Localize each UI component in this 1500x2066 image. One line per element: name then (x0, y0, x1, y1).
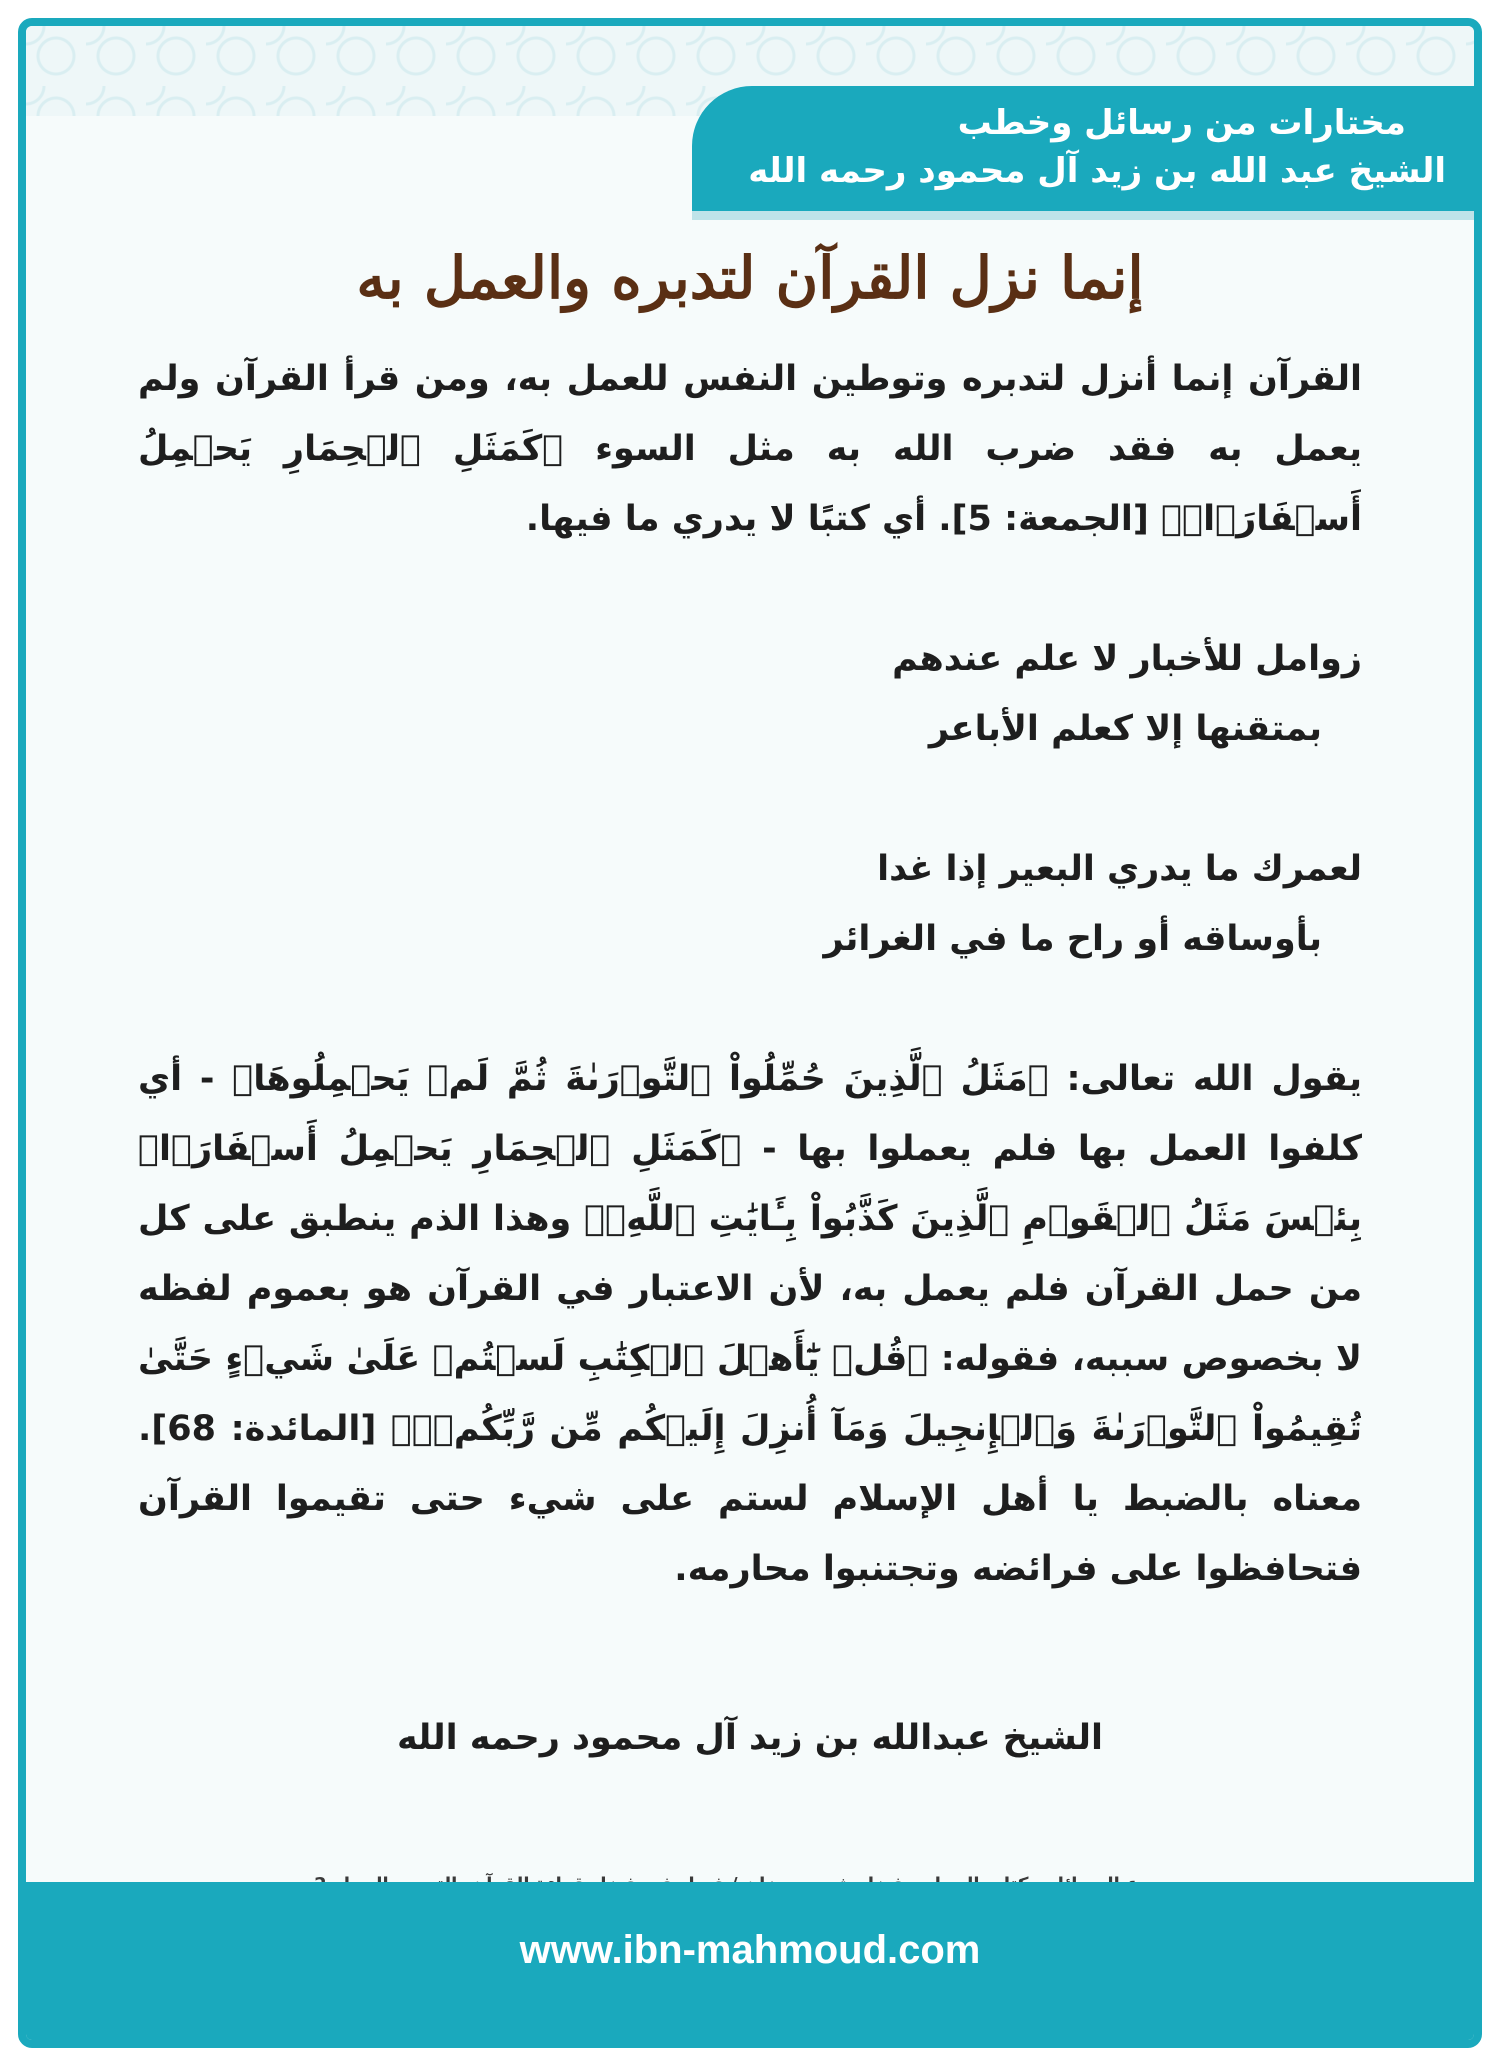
poem-line: لعمرك ما يدري البعير إذا غدا (877, 849, 1362, 889)
header-subtitle: مختارات من رسائل وخطب (957, 103, 1406, 143)
spacer (138, 974, 1362, 1044)
poem-line: بأوساقه أو راح ما في الغرائر (823, 919, 1322, 959)
header-banner (692, 86, 1482, 211)
poem-verse-1 (138, 624, 1362, 764)
paragraph-commentary: يقول الله تعالى: ﴿مَثَلُ ٱلَّذِينَ حُمِّلُواْ ٱلتَّوۡرَىٰةَ ثُمَّ لَمۡ يَحۡمِلُوهَا﴾ - أي كلفوا العمل بها فلم يعملوا بها - ﴿كَمَثَلِ ٱلۡحِمَارِ يَحۡمِلُ أَسۡفَارَۢاۚ بِئۡسَ مَثَلُ ٱلۡقَوۡمِ ٱلَّذِينَ كَذَّبُواْ بِـَٔايَٰتِ ٱللَّهِۚ﴾ وهذا الذم ينطبق على كل من حمل القرآن فلم يعمل به، لأن الاعتبار في القرآن هو بعموم لفظه لا بخصوص سببه، فقوله: ﴿قُلۡ يَٰٓأَهۡلَ ٱلۡكِتَٰبِ لَسۡتُمۡ عَلَىٰ شَيۡءٍ حَتَّىٰ تُقِيمُواْ ٱلتَّوۡرَىٰةَ وَٱلۡإِنجِيلَ وَمَآ أُنزِلَ إِلَيۡكُم مِّن رَّبِّكُمۡۗ﴾ [المائدة: 68]. معناه بالضبط يا أهل الإسلام لستم على شيء حتى تقيموا القرآن فتحافظوا على فرائضه وتجتنبوا محارمه. (138, 1059, 1362, 1589)
spacer (138, 764, 1362, 834)
poem-line: بمتقنها إلا كعلم الأباعر (928, 709, 1322, 749)
signature: الشيخ عبدالله بن زيد آل محمود رحمه الله (396, 1718, 1104, 1758)
footer-bar (26, 1882, 1474, 2040)
page-title: إنما نزل القرآن لتدبره والعمل به (356, 244, 1144, 312)
page-frame (18, 18, 1482, 2048)
spacer (138, 554, 1362, 624)
article-body (138, 344, 1362, 1604)
header-author: الشيخ عبد الله بن زيد آل محمود رحمه الله (748, 151, 1446, 191)
website-link[interactable]: www.ibn-mahmoud.com (519, 1928, 981, 1972)
paragraph-intro: القرآن إنما أنزل لتدبره وتوطين النفس للعمل به، ومن قرأ القرآن ولم يعمل به فقد ضرب الله به مثل السوء ﴿كَمَثَلِ ٱلۡحِمَارِ يَحۡمِلُ أَسۡفَارَۢاۚ﴾ [الجمعة: 5]. أي كتبًا لا يدري ما فيها. (138, 359, 1362, 539)
poem-line: زوامل للأخبار لا علم عندهم (892, 639, 1362, 679)
poem-verse-2 (138, 834, 1362, 974)
